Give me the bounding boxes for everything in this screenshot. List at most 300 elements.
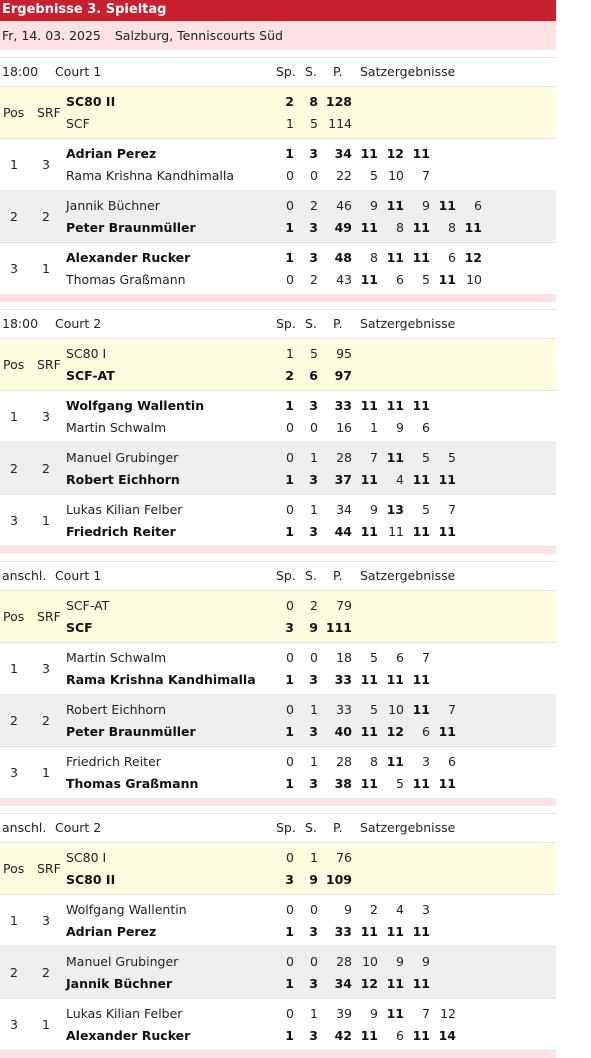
set-score: 11 [360, 472, 378, 487]
player-sets-won: 0 [310, 420, 318, 435]
srf-header: SRF [37, 357, 61, 372]
set-score: 6 [422, 724, 430, 739]
team-row [0, 847, 556, 869]
match-separator [0, 799, 556, 806]
game-srf: 3 [42, 661, 50, 676]
player-name: Alexander Rucker [66, 250, 191, 265]
game-srf: 3 [42, 409, 50, 424]
set-score: 7 [422, 168, 430, 183]
player-points: 9 [344, 902, 352, 917]
player-row [0, 921, 556, 943]
player-row [0, 647, 556, 669]
set-score: 5 [422, 450, 430, 465]
srf-header: SRF [37, 861, 61, 876]
player-row [0, 773, 556, 795]
player-points: 46 [336, 198, 352, 213]
column-header-p: P. [333, 820, 343, 835]
set-score: 6 [396, 650, 404, 665]
set-score: 10 [388, 168, 404, 183]
team-matches-won: 0 [286, 598, 294, 613]
column-header-sets: Satzergebnisse [360, 568, 456, 583]
player-row [0, 247, 556, 269]
player-sets-won: 3 [309, 1028, 318, 1043]
player-points: 33 [334, 398, 352, 413]
player-row [0, 899, 556, 921]
player-points: 28 [336, 450, 352, 465]
player-matches-won: 0 [286, 702, 294, 717]
set-score: 12 [464, 250, 482, 265]
set-score: 11 [412, 146, 430, 161]
column-header-sets: Satzergebnisse [360, 316, 456, 331]
set-score: 12 [440, 1006, 456, 1021]
player-name: Robert Eichhorn [66, 472, 180, 487]
set-score: 12 [360, 976, 378, 991]
team-name: SCF [66, 116, 90, 131]
match-time: anschl. [2, 820, 47, 835]
player-points: 38 [334, 776, 352, 791]
set-score: 11 [412, 672, 430, 687]
game-row [0, 495, 556, 547]
game-row [0, 391, 556, 443]
team-sets-won: 5 [310, 346, 318, 361]
team-sets-won: 5 [310, 116, 318, 131]
set-score: 6 [396, 272, 404, 287]
team-points: 95 [336, 346, 352, 361]
column-header-p: P. [333, 316, 343, 331]
set-score: 8 [370, 754, 378, 769]
game-row [0, 947, 556, 999]
srf-header: SRF [37, 609, 61, 624]
match-court: Court 1 [55, 64, 102, 79]
team-points: 128 [325, 94, 352, 109]
game-position: 2 [10, 713, 18, 728]
set-score: 11 [386, 450, 404, 465]
match-separator [0, 1051, 556, 1058]
game-row [0, 643, 556, 695]
team-row [0, 595, 556, 617]
player-matches-won: 1 [285, 976, 294, 991]
set-score: 11 [438, 776, 456, 791]
game-position: 3 [10, 765, 18, 780]
team-matches-won: 3 [285, 872, 294, 887]
match-block [0, 813, 556, 1058]
set-score: 9 [396, 954, 404, 969]
set-score: 11 [360, 924, 378, 939]
player-row [0, 143, 556, 165]
match-header [0, 309, 556, 339]
team-row [0, 343, 556, 365]
player-points: 33 [336, 702, 352, 717]
set-score: 11 [386, 1006, 404, 1021]
team-summary [0, 87, 556, 139]
team-matches-won: 2 [285, 94, 294, 109]
player-name: Adrian Perez [66, 146, 157, 161]
event-info [0, 21, 556, 50]
player-sets-won: 3 [309, 146, 318, 161]
set-score: 7 [422, 1006, 430, 1021]
player-name: Lukas Kilian Felber [66, 1006, 183, 1021]
player-matches-won: 0 [286, 754, 294, 769]
column-header-sets: Satzergebnisse [360, 820, 456, 835]
player-matches-won: 0 [286, 168, 294, 183]
set-score: 11 [412, 220, 430, 235]
event-date: Fr, 14. 03. 2025 [2, 28, 101, 43]
team-name: SCF-AT [66, 598, 110, 613]
player-name: Thomas Graßmann [66, 272, 186, 287]
match-header [0, 813, 556, 843]
player-row [0, 469, 556, 491]
player-name: Adrian Perez [66, 924, 157, 939]
set-score: 11 [464, 220, 482, 235]
set-score: 12 [386, 724, 404, 739]
team-row [0, 365, 556, 387]
game-row [0, 999, 556, 1051]
game-srf: 1 [42, 261, 50, 276]
set-score: 11 [412, 1028, 430, 1043]
player-name: Peter Braunmüller [66, 220, 196, 235]
column-header-sp: Sp. [276, 64, 296, 79]
player-matches-won: 1 [285, 398, 294, 413]
set-score: 11 [412, 924, 430, 939]
team-name: SC80 II [66, 872, 116, 887]
column-header-sp: Sp. [276, 568, 296, 583]
set-score: 5 [422, 502, 430, 517]
player-sets-won: 0 [310, 954, 318, 969]
player-row [0, 751, 556, 773]
player-matches-won: 1 [285, 220, 294, 235]
player-matches-won: 1 [285, 472, 294, 487]
player-name: Lukas Kilian Felber [66, 502, 183, 517]
match-court: Court 2 [55, 820, 102, 835]
set-score: 6 [422, 420, 430, 435]
set-score: 1 [370, 420, 378, 435]
set-score: 3 [422, 902, 430, 917]
player-sets-won: 3 [309, 924, 318, 939]
game-row [0, 895, 556, 947]
player-points: 28 [336, 954, 352, 969]
set-score: 4 [396, 902, 404, 917]
player-points: 22 [336, 168, 352, 183]
set-score: 6 [474, 198, 482, 213]
player-points: 18 [336, 650, 352, 665]
set-score: 11 [386, 398, 404, 413]
set-score: 5 [422, 272, 430, 287]
player-sets-won: 3 [309, 472, 318, 487]
game-position: 2 [10, 209, 18, 224]
team-sets-won: 2 [310, 598, 318, 613]
set-score: 11 [438, 272, 456, 287]
game-position: 1 [10, 157, 18, 172]
set-score: 8 [370, 250, 378, 265]
set-score: 5 [396, 776, 404, 791]
set-score: 11 [360, 272, 378, 287]
column-header-s: S. [305, 820, 317, 835]
player-name: Thomas Graßmann [66, 776, 199, 791]
set-score: 11 [412, 472, 430, 487]
match-time: 18:00 [2, 316, 39, 331]
game-row [0, 695, 556, 747]
player-name: Jannik Büchner [66, 198, 160, 213]
set-score: 7 [448, 702, 456, 717]
set-score: 11 [386, 924, 404, 939]
spacer [0, 302, 556, 309]
set-score: 9 [370, 198, 378, 213]
column-header-s: S. [305, 64, 317, 79]
player-sets-won: 1 [310, 702, 318, 717]
player-sets-won: 3 [309, 724, 318, 739]
set-score: 7 [422, 650, 430, 665]
event-location: Salzburg, Tenniscourts Süd [114, 28, 283, 43]
team-name: SC80 I [66, 850, 107, 865]
spacer [0, 806, 556, 813]
set-score: 11 [386, 976, 404, 991]
match-header [0, 561, 556, 591]
game-row [0, 191, 556, 243]
set-score: 11 [386, 754, 404, 769]
set-score: 11 [412, 976, 430, 991]
set-score: 10 [466, 272, 482, 287]
player-sets-won: 0 [310, 168, 318, 183]
player-row [0, 217, 556, 239]
team-points: 76 [336, 850, 352, 865]
column-header-sp: Sp. [276, 316, 296, 331]
player-name: Wolfgang Wallentin [66, 398, 205, 413]
team-name: SCF-AT [66, 368, 115, 383]
set-score: 11 [388, 524, 404, 539]
set-score: 7 [448, 502, 456, 517]
match-court: Court 1 [55, 568, 102, 583]
team-name: SC80 II [66, 94, 116, 109]
game-srf: 3 [42, 913, 50, 928]
player-points: 37 [334, 472, 352, 487]
player-matches-won: 0 [286, 450, 294, 465]
player-row [0, 669, 556, 691]
column-header-s: S. [305, 316, 317, 331]
player-sets-won: 2 [310, 272, 318, 287]
set-score: 11 [412, 524, 430, 539]
player-sets-won: 3 [309, 220, 318, 235]
column-header-p: P. [333, 64, 343, 79]
set-score: 3 [422, 754, 430, 769]
set-score: 11 [360, 398, 378, 413]
player-points: 33 [334, 672, 352, 687]
player-row [0, 973, 556, 995]
player-matches-won: 0 [286, 650, 294, 665]
player-sets-won: 3 [309, 398, 318, 413]
set-score: 9 [422, 954, 430, 969]
pos-header: Pos [3, 105, 25, 120]
game-position: 3 [10, 261, 18, 276]
set-score: 11 [386, 198, 404, 213]
player-points: 44 [334, 524, 352, 539]
match-list [0, 57, 556, 1058]
player-points: 33 [334, 924, 352, 939]
set-score: 11 [438, 198, 456, 213]
player-matches-won: 1 [285, 924, 294, 939]
match-court: Court 2 [55, 316, 102, 331]
player-sets-won: 3 [309, 776, 318, 791]
player-matches-won: 1 [285, 724, 294, 739]
player-row [0, 395, 556, 417]
player-points: 48 [334, 250, 352, 265]
team-row [0, 91, 556, 113]
player-name: Jannik Büchner [66, 976, 173, 991]
game-position: 2 [10, 965, 18, 980]
match-block [0, 561, 556, 813]
player-row [0, 1025, 556, 1047]
player-row [0, 721, 556, 743]
team-sets-won: 1 [310, 850, 318, 865]
set-score: 9 [422, 198, 430, 213]
team-matches-won: 2 [285, 368, 294, 383]
player-row [0, 195, 556, 217]
player-name: Martin Schwalm [66, 420, 167, 435]
team-matches-won: 3 [285, 620, 294, 635]
game-srf: 1 [42, 765, 50, 780]
player-name: Robert Eichhorn [66, 702, 166, 717]
set-score: 12 [386, 146, 404, 161]
srf-header: SRF [37, 105, 61, 120]
player-name: Manuel Grubinger [66, 450, 179, 465]
player-matches-won: 1 [285, 1028, 294, 1043]
team-sets-won: 6 [309, 368, 318, 383]
team-sets-won: 9 [309, 620, 318, 635]
player-points: 34 [334, 976, 352, 991]
player-points: 16 [336, 420, 352, 435]
team-matches-won: 1 [286, 346, 294, 361]
set-score: 9 [370, 1006, 378, 1021]
spacer [0, 554, 556, 561]
set-score: 6 [396, 1028, 404, 1043]
set-score: 11 [412, 702, 430, 717]
player-sets-won: 3 [309, 672, 318, 687]
player-name: Rama Krishna Kandhimalla [66, 672, 256, 687]
column-header-p: P. [333, 568, 343, 583]
set-score: 8 [448, 220, 456, 235]
set-score: 11 [360, 672, 378, 687]
match-time: 18:00 [2, 64, 39, 79]
team-points: 97 [334, 368, 352, 383]
player-matches-won: 1 [285, 524, 294, 539]
player-sets-won: 3 [309, 250, 318, 265]
set-score: 11 [360, 776, 378, 791]
player-matches-won: 0 [286, 1006, 294, 1021]
set-score: 11 [438, 524, 456, 539]
player-row [0, 951, 556, 973]
player-points: 42 [334, 1028, 352, 1043]
team-summary [0, 591, 556, 643]
team-row [0, 113, 556, 135]
pos-header: Pos [3, 357, 25, 372]
player-matches-won: 1 [285, 776, 294, 791]
team-points: 114 [328, 116, 352, 131]
player-name: Friedrich Reiter [66, 524, 176, 539]
player-matches-won: 1 [285, 672, 294, 687]
player-sets-won: 3 [309, 524, 318, 539]
game-srf: 1 [42, 513, 50, 528]
player-matches-won: 1 [285, 250, 294, 265]
set-score: 11 [360, 146, 378, 161]
player-name: Alexander Rucker [66, 1028, 191, 1043]
game-row [0, 443, 556, 495]
set-score: 5 [448, 450, 456, 465]
set-score: 9 [396, 420, 404, 435]
set-score: 11 [360, 220, 378, 235]
player-sets-won: 1 [310, 754, 318, 769]
player-row [0, 699, 556, 721]
player-row [0, 447, 556, 469]
team-matches-won: 1 [286, 116, 294, 131]
player-points: 39 [336, 1006, 352, 1021]
player-matches-won: 0 [286, 272, 294, 287]
player-name: Martin Schwalm [66, 650, 167, 665]
match-block [0, 57, 556, 309]
player-sets-won: 1 [310, 1006, 318, 1021]
game-srf: 2 [42, 713, 50, 728]
column-header-s: S. [305, 568, 317, 583]
team-sets-won: 8 [309, 94, 318, 109]
set-score: 14 [438, 1028, 456, 1043]
column-header-sp: Sp. [276, 820, 296, 835]
player-row [0, 269, 556, 291]
match-time: anschl. [2, 568, 47, 583]
team-summary [0, 339, 556, 391]
player-sets-won: 2 [310, 198, 318, 213]
team-sets-won: 9 [309, 872, 318, 887]
player-row [0, 521, 556, 543]
team-name: SC80 I [66, 346, 107, 361]
set-score: 13 [386, 502, 404, 517]
player-matches-won: 0 [286, 902, 294, 917]
set-score: 11 [412, 250, 430, 265]
team-name: SCF [66, 620, 93, 635]
set-score: 11 [360, 524, 378, 539]
set-score: 9 [370, 502, 378, 517]
player-name: Friedrich Reiter [66, 754, 161, 769]
team-summary [0, 843, 556, 895]
game-position: 2 [10, 461, 18, 476]
game-row [0, 747, 556, 799]
game-srf: 1 [42, 1017, 50, 1032]
game-srf: 2 [42, 461, 50, 476]
match-separator [0, 295, 556, 302]
player-sets-won: 0 [310, 650, 318, 665]
player-name: Rama Krishna Kandhimalla [66, 168, 235, 183]
player-points: 49 [334, 220, 352, 235]
match-block [0, 309, 556, 561]
pos-header: Pos [3, 861, 25, 876]
player-name: Peter Braunmüller [66, 724, 196, 739]
player-matches-won: 0 [286, 502, 294, 517]
set-score: 2 [370, 902, 378, 917]
player-sets-won: 1 [310, 450, 318, 465]
player-matches-won: 0 [286, 954, 294, 969]
set-score: 11 [412, 398, 430, 413]
player-points: 43 [336, 272, 352, 287]
set-score: 6 [448, 250, 456, 265]
player-points: 34 [334, 146, 352, 161]
player-row [0, 499, 556, 521]
game-position: 3 [10, 1017, 18, 1032]
game-row [0, 139, 556, 191]
player-row [0, 165, 556, 187]
game-srf: 2 [42, 209, 50, 224]
player-matches-won: 0 [286, 198, 294, 213]
player-points: 34 [336, 502, 352, 517]
team-matches-won: 0 [286, 850, 294, 865]
team-row [0, 617, 556, 639]
set-score: 5 [370, 168, 378, 183]
